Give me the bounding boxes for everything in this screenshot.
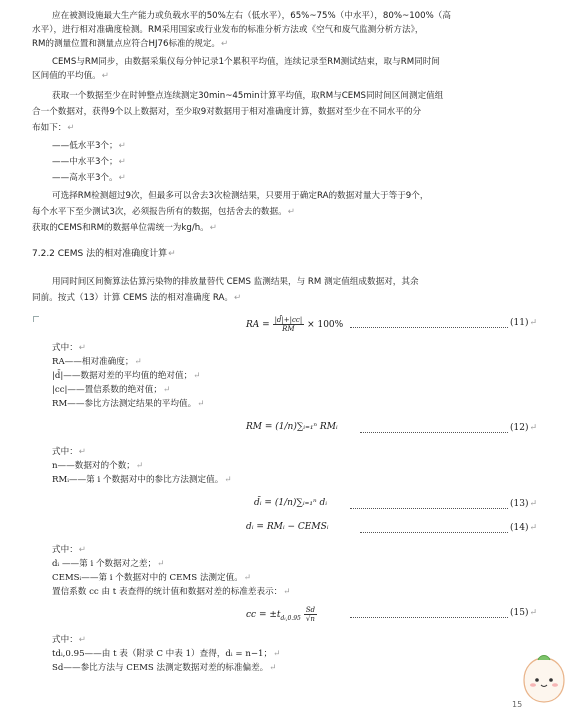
equation-11: RA = $\frac{|d̄|+|cc|}{RM}$ × 100%	[246, 316, 344, 333]
paragraph-mark: ↵	[78, 447, 86, 457]
paragraph-mark: ↵	[221, 39, 229, 49]
paragraph-line: 水平），进行相对准确度检测。RM采用国家或行业发布的标准分析方法或《空气和废气监测分析方法》，	[32, 25, 424, 35]
definition-line: tdᵢ,0.95——由 t 表（附录 C 中表 1）查得，dᵢ = n−1；↵	[52, 649, 281, 659]
paragraph-mark: ↵	[67, 123, 75, 133]
paragraph-mark: ↵	[134, 357, 142, 367]
paragraph-line: 同前。按式（13）计算 CEMS 法的相对准确度 RA。↵	[32, 293, 242, 303]
paragraph-line: 合一个数据对，获得9个以上数据对，至少取9对数据用于相对准确度计算，数据对至少在不同水平的分	[32, 107, 422, 117]
leader-dots	[350, 616, 508, 618]
equation-number: (12)↵	[510, 423, 538, 433]
definition-line: |d̄|——数据对差的平均值的绝对值；↵	[52, 371, 201, 381]
fraction: $\frac{|d̄|+|cc|}{RM}$	[274, 316, 303, 333]
list-item: ——中水平3个；↵	[52, 157, 126, 167]
paragraph-line: 获取一个数据至少在时钟整点连续测定30min~45min计算平均值，取RM与CEMS同时间区间测定值组	[52, 91, 444, 101]
paragraph-line: 获取的CEMS和RM的数据单位需统一为kg/h。↵	[32, 223, 217, 233]
equation-14: dᵢ = RMᵢ − CEMSᵢ	[246, 522, 329, 532]
paragraph-line: 区间值的平均值。↵	[32, 71, 109, 81]
paragraph-mark: ↵	[529, 499, 538, 509]
leader-dots	[350, 326, 508, 328]
equation-number: (11)↵	[510, 318, 538, 328]
paragraph-mark: ↵	[529, 608, 538, 618]
paragraph-mark: ↵	[243, 573, 251, 583]
paragraph-mark: ↵	[162, 385, 171, 395]
paragraph-mark: ↵	[157, 559, 165, 569]
paragraph-mark: ↵	[193, 371, 201, 381]
paragraph-mark: ↵	[273, 649, 281, 659]
paragraph-line: 用同时间区间衡算法估算污染物的排放量替代 CEMS 监测结果，与 RM 测定值组成数据对，其余	[52, 277, 419, 287]
definition-line: n——数据对的个数；↵	[52, 461, 144, 471]
paragraph-line: RM的测量位置和测量点应符合HJ76标准的规定。↵	[32, 39, 229, 49]
where-label: 式中：↵	[52, 635, 86, 645]
equation-15: cc = $\pm t_{dᵢ,0.95}$ $\frac{Sd}{√n}$	[246, 606, 315, 623]
list-item: ——低水平3个；↵	[52, 141, 126, 151]
text-cursor-marker	[33, 316, 39, 322]
paragraph-mark: ↵	[529, 523, 538, 533]
fraction: $\frac{Sd}{√n}$	[305, 606, 315, 623]
paragraph-mark: ↵	[197, 399, 205, 409]
paragraph-mark: ↵	[209, 223, 217, 233]
equation-12: RM = (1/n)∑ᵢ₌₁ⁿ RMᵢ	[246, 422, 338, 432]
paragraph-mark: ↵	[101, 71, 109, 81]
paragraph-mark: ↵	[118, 157, 126, 167]
leader-dots	[360, 431, 508, 433]
definition-line: RMᵢ——第 i 个数据对中的参比方法测定值。↵	[52, 475, 232, 485]
where-label: 式中：↵	[52, 343, 86, 353]
page-number: 15	[512, 700, 523, 709]
mascot-sticker-icon	[518, 652, 570, 706]
leader-dots	[360, 531, 508, 533]
definition-line: 置信系数 cc 由 t 表查得的统计值和数据对差的标准差表示：↵	[52, 587, 291, 597]
leader-dots	[350, 507, 508, 509]
where-label: 式中：↵	[52, 545, 86, 555]
paragraph-mark: ↵	[118, 141, 126, 151]
definition-line: |cc|——置信系数的绝对值；↵	[52, 385, 171, 395]
paragraph-line: 每个水平下至少测试3次，必须报告所有的数据，包括舍去的数据。↵	[32, 207, 295, 217]
paragraph-mark: ↵	[135, 461, 144, 471]
paragraph-mark: ↵	[78, 545, 86, 555]
paragraph-mark: ↵	[529, 423, 538, 433]
equation-13: d̄ᵢ = (1/n)∑ᵢ₌₁ⁿ dᵢ	[254, 498, 328, 508]
definition-line: RA——相对准确度；↵	[52, 357, 142, 367]
definition-line: dᵢ ——第 i 个数据对之差；↵	[52, 559, 165, 569]
paragraph-line: 应在被测设施最大生产能力或负载水平的50%左右（低水平），65%~75%（中水平），80%~100%（高	[52, 11, 451, 21]
equation-number: (13)↵	[510, 499, 538, 509]
paragraph-mark: ↵	[287, 207, 295, 217]
paragraph-mark: ↵	[224, 475, 232, 485]
paragraph-mark: ↵	[78, 343, 86, 353]
paragraph-mark: ↵	[234, 293, 242, 303]
where-label: 式中：↵	[52, 447, 86, 457]
definition-line: CEMSᵢ——第 i 个数据对中的 CEMS 法测定值。↵	[52, 573, 251, 583]
paragraph-mark: ↵	[78, 635, 86, 645]
paragraph-mark: ↵	[168, 249, 176, 259]
section-heading: 7.2.2 CEMS 法的相对准确度计算↵	[32, 249, 176, 259]
paragraph-line: CEMS与RM同步，由数据采集仪每分钟记录1个累积平均值，连续记录至RM测试结束，取与RM同时间	[52, 57, 440, 67]
paragraph-mark: ↵	[118, 173, 126, 183]
definition-line: RM——参比方法测定结果的平均值。↵	[52, 399, 205, 409]
paragraph-mark: ↵	[529, 318, 538, 328]
definition-line: Sd——参比方法与 CEMS 法测定数据对差的标准偏差。↵	[52, 663, 277, 673]
paragraph-mark: ↵	[283, 587, 291, 597]
paragraph-line: 布如下：↵	[32, 123, 75, 133]
equation-number: (14)↵	[510, 523, 538, 533]
paragraph-mark: ↵	[269, 663, 277, 673]
list-item: ——高水平3个。↵	[52, 173, 126, 183]
equation-number: (15)↵	[510, 608, 538, 618]
paragraph-line: 可选择RM检测超过9次，但最多可以舍去3次检测结果，只要用于确定RA的数据对量大于等于9个，	[52, 191, 429, 201]
